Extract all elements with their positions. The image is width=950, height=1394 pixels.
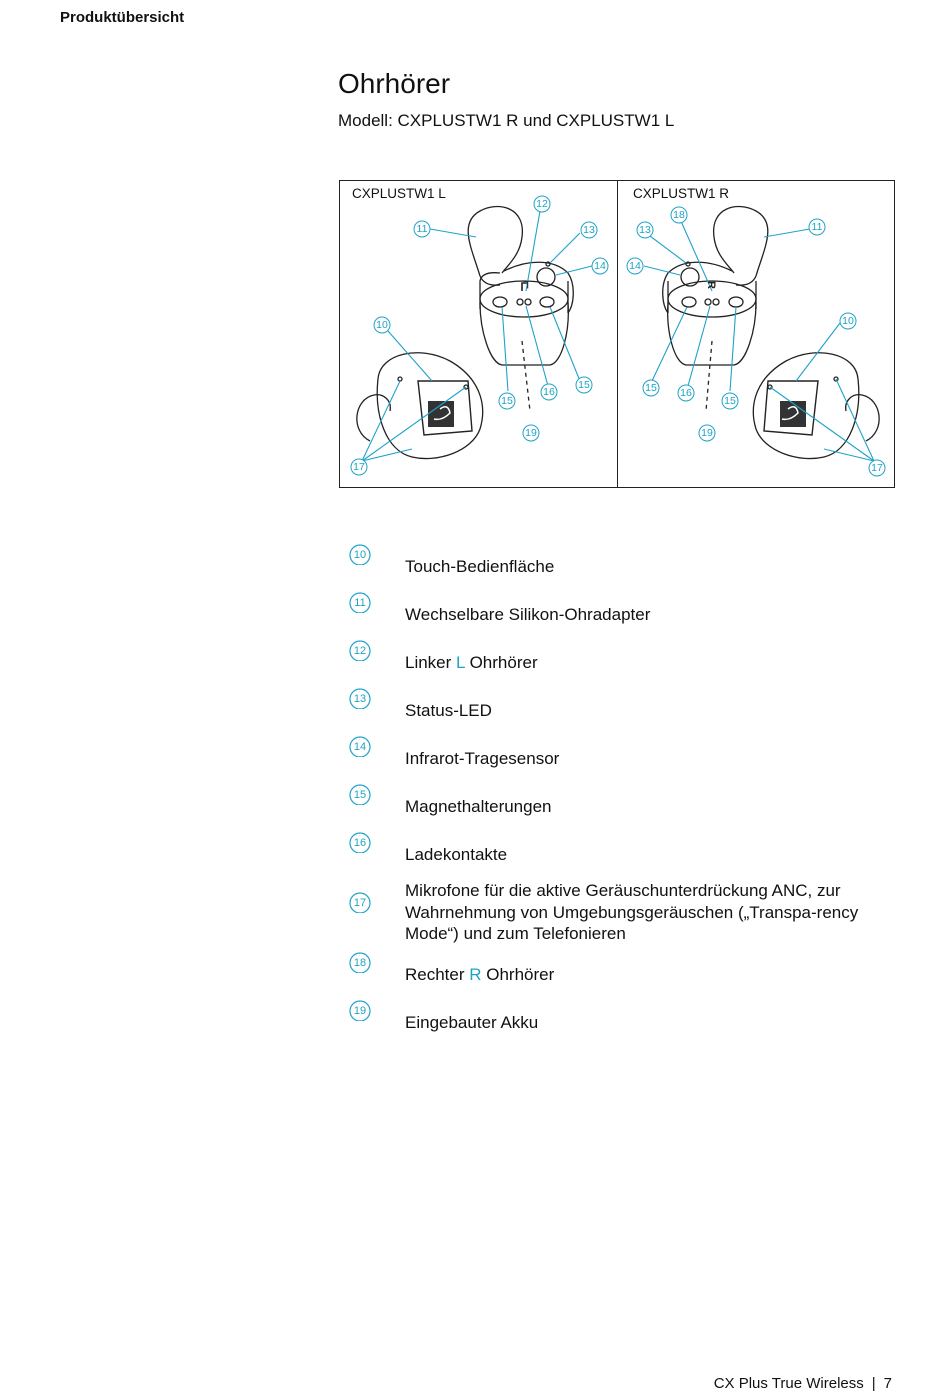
callout-11-right: 11 [811, 221, 823, 233]
legend-number-icon [348, 589, 372, 613]
callout-13-right: 13 [639, 224, 651, 236]
legend-text: Touch-Bedienfläche [405, 557, 555, 576]
callout-17-left: 17 [353, 461, 365, 473]
earbud-illustration [340, 181, 896, 489]
earbud-diagram [339, 180, 895, 488]
callout-16-right: 16 [680, 387, 692, 399]
callout-12: 12 [536, 198, 548, 210]
legend-text: Magnethalterungen [405, 797, 552, 816]
legend-number-icon [348, 997, 372, 1021]
legend-number-icon [348, 889, 372, 913]
page-title: Ohrhörer [338, 68, 451, 99]
callout-10-right: 10 [842, 315, 854, 327]
footer-separator: | [871, 1375, 876, 1392]
legend-text: Infrarot-Tragesensor [405, 749, 560, 768]
legend-text: Linker L Ohrhörer [405, 653, 538, 672]
legend-number-icon [348, 949, 372, 973]
callout-15-left-a: 15 [501, 395, 513, 407]
footer-product: CX Plus True Wireless [713, 1375, 864, 1392]
callout-19-left: 19 [525, 427, 537, 439]
legend-text: Wechselbare Silikon-Ohradapter [405, 605, 651, 624]
callout-19-right: 19 [701, 427, 713, 439]
right-accent-letter: R [469, 965, 482, 984]
page-subtitle: Modell: CXPLUSTW1 R und CXPLUSTW1 L [338, 111, 675, 130]
svg-text:12: 12 [353, 645, 367, 657]
svg-text:13: 13 [353, 693, 367, 705]
legend-text: Eingebauter Akku [405, 1013, 539, 1032]
callout-16-left: 16 [543, 386, 555, 398]
legend-text: Rechter R Ohrhörer [405, 965, 555, 984]
legend-number-icon [348, 637, 372, 661]
right-earbud-marker: R [705, 281, 717, 289]
callout-18: 18 [673, 209, 685, 221]
callout-15-right-b: 15 [724, 395, 736, 407]
svg-text:16: 16 [353, 837, 367, 849]
legend-text: Mikrofone für die aktive Geräuschunterdrückung ANC, zur Wahrnehmung von Umgebungsgeräuschen („Transpa-rency Mode“) und zum Telefonieren [405, 881, 859, 943]
left-panel-label: CXPLUSTW1 L [352, 186, 446, 201]
svg-text:19: 19 [353, 1005, 367, 1017]
svg-text:17: 17 [353, 897, 367, 909]
legend-number-icon [348, 685, 372, 709]
left-accent-letter: L [456, 653, 465, 672]
svg-text:15: 15 [353, 789, 367, 801]
page-footer [714, 1375, 892, 1392]
callout-14-left: 14 [594, 260, 606, 272]
right-panel-label: CXPLUSTW1 R [633, 186, 730, 201]
legend-number-icon [348, 829, 372, 853]
svg-text:11: 11 [354, 597, 366, 609]
legend-text: Status-LED [405, 701, 492, 720]
callout-17-right: 17 [871, 462, 883, 474]
section-header: Produktübersicht [60, 9, 185, 26]
svg-text:10: 10 [353, 549, 367, 561]
legend-number-icon [348, 541, 372, 565]
legend-number-icon [348, 733, 372, 757]
callout-10-left: 10 [376, 319, 388, 331]
callout-15-right-a: 15 [645, 382, 657, 394]
legend-number-icon [348, 781, 372, 805]
callout-14-right: 14 [629, 260, 641, 272]
callout-13-left: 13 [583, 224, 595, 236]
callout-15-left-b: 15 [578, 379, 590, 391]
footer-page-number: 7 [883, 1375, 892, 1392]
svg-text:18: 18 [353, 957, 367, 969]
left-earbud-marker: L [522, 278, 530, 290]
callout-11-left: 11 [416, 223, 428, 235]
svg-text:14: 14 [353, 741, 367, 753]
legend-text: Ladekontakte [405, 845, 508, 864]
